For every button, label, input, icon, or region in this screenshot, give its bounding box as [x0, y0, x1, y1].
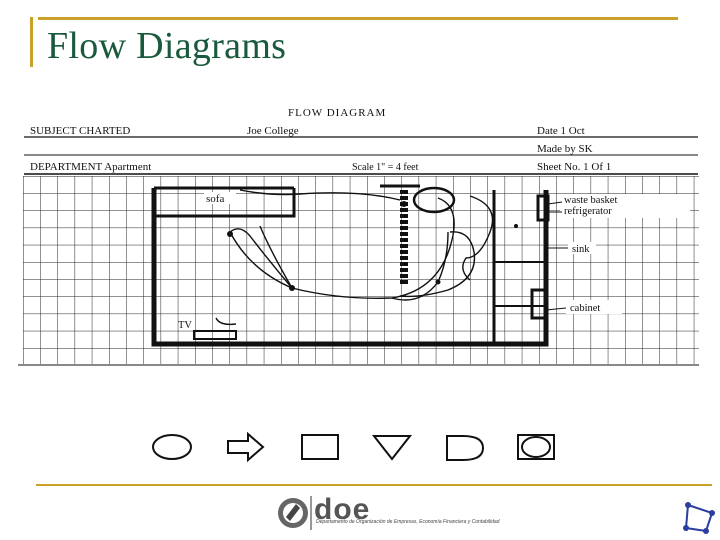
slide-title: Flow Diagrams: [47, 25, 287, 67]
symbol-operation: [153, 435, 191, 459]
scale-field: Scale 1" = 4 feet: [352, 162, 419, 173]
symbol-combined-circle: [522, 437, 550, 457]
date-field: Date 1 Oct: [537, 125, 585, 137]
label-waste-basket: waste basket: [564, 195, 618, 206]
label-sink: sink: [572, 244, 590, 255]
symbol-legend: [153, 434, 554, 460]
label-tv: TV: [178, 320, 192, 331]
subject-label: SUBJECT CHARTED: [30, 125, 131, 137]
footer-logo: [276, 493, 536, 533]
corner-decoration: [683, 502, 715, 534]
label-refrigerator: refrigerator: [564, 206, 612, 217]
logo-tagline: Departamento de Organización de Empresas, Economía Financiera y Contabilidad: [316, 519, 500, 525]
symbol-combined-box: [518, 435, 554, 459]
footer-rule: [36, 484, 712, 486]
logo-text: doe: [314, 493, 371, 526]
label-cabinet: cabinet: [570, 303, 601, 314]
sheet-field: Sheet No. 1 Of 1: [537, 161, 612, 173]
form-heading: FLOW DIAGRAM: [288, 107, 387, 119]
subject-value: Joe College: [247, 125, 299, 137]
symbol-storage: [374, 436, 410, 459]
symbol-transport: [228, 434, 263, 460]
made-by-field: Made by SK: [537, 143, 593, 155]
department-field: DEPARTMENT Apartment: [30, 161, 152, 173]
symbol-delay: [447, 436, 483, 460]
symbol-inspection: [302, 435, 338, 459]
label-sofa: sofa: [206, 193, 225, 205]
